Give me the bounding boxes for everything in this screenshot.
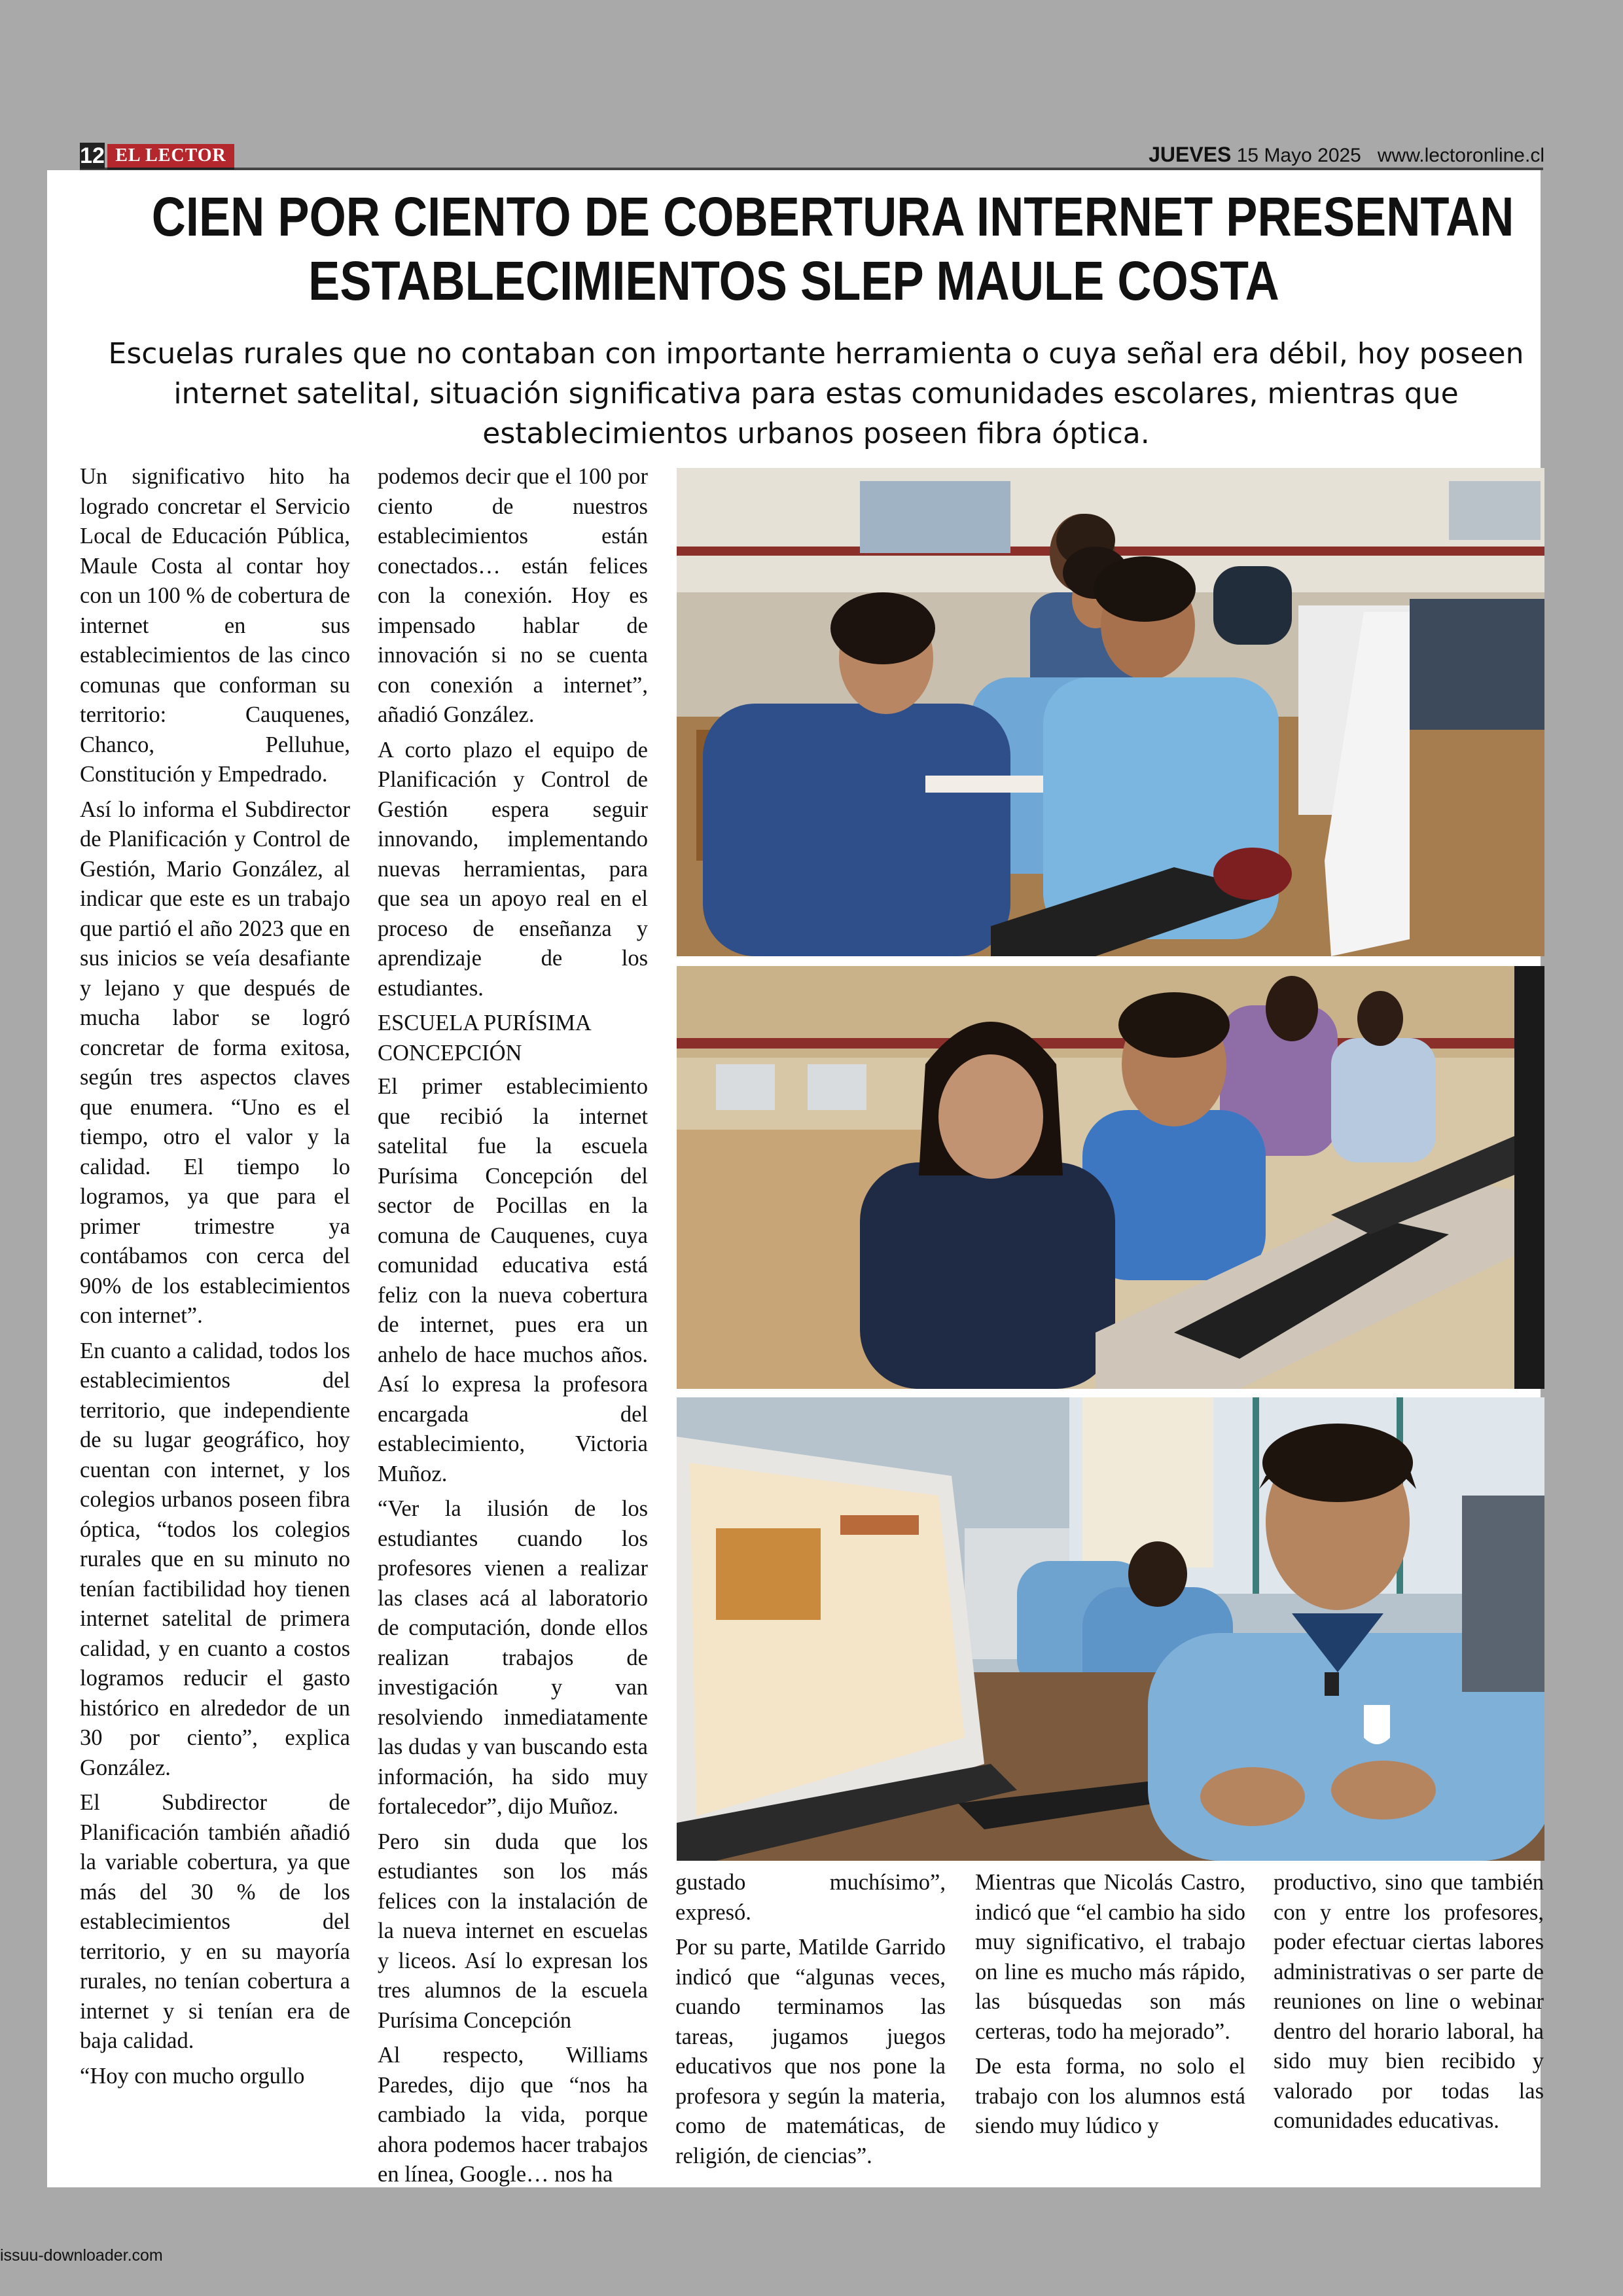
headline-line-2: ESTABLECIMIENTOS SLEP MAULE COSTA [308, 250, 1279, 312]
section-title: ESCUELA PURÍSIMA CONCEPCIÓN [378, 1011, 590, 1066]
weekday: JUEVES [1149, 143, 1232, 166]
article-column-3 [675, 1868, 946, 2176]
issue-date [1149, 141, 1544, 168]
article-column-2 [378, 462, 648, 2195]
photo-classroom-boys [677, 468, 1544, 956]
paragraph: Mientras que Nicolás Castro, indicó que “el cambio ha sido muy significativo, el trabajo on line es mucho más rápido, las búsquedas son más certeras, todo ha mejorado”. [975, 1870, 1245, 2044]
subheadline: Escuelas rurales que no contaban con importante herramienta o cuya señal era débil, hoy poseen internet satelital, situación significativa para estas comunidades escolares, mientras que establecimientos urbanos poseen fibra óptica. [108, 337, 1524, 450]
paragraph: “Ver la ilusión de los estudiantes cuando los profesores vienen a realizar las clases acá al laboratorio de computación, donde ellos realizan trabajos de investigación y van resolviendo inmediatamente las dudas y van buscando esta información, ha sido muy fortalecedor”, dijo Muñoz. [378, 1496, 648, 1819]
photo-student-interview [677, 1397, 1544, 1861]
website: www.lectoronline.cl [1377, 145, 1544, 166]
paragraph: Al respecto, Williams Paredes, dijo que “nos ha cambiado la vida, porque ahora podemos hacer trabajos en línea, Google… nos ha [378, 2043, 648, 2187]
page-number: 12 [80, 143, 105, 168]
watermark: issuu-downloader.com [0, 2246, 163, 2265]
paragraph: “Hoy con mucho orgullo [80, 2063, 305, 2089]
publication-logo: EL LECTOR [107, 144, 234, 170]
paragraph: Un significativo hito ha logrado concretar el Servicio Local de Educación Pública, Maule Costa al contar hoy con un 100 % de cobertura de internet en sus establecimientos de las cinco comunas que conforman su territorio: Cauquenes, Chanco, Pelluhue, Constitución y Empedrado. [80, 464, 350, 787]
headline-line-1: CIEN POR CIENTO DE COBERTURA INTERNET PRESENTAN [151, 186, 1514, 247]
article-column-4 [975, 1868, 1245, 2147]
paragraph: Así lo informa el Subdirector de Planificación y Control de Gestión, Mario González, al indicar que este es un trabajo que partió el año 2023 que en sus inicios se veía desafiante y lejano y que después de mucha labor se logró concretar de forma exitosa, según tres aspectos claves que enumera. “Uno es el tiempo, otro el valor y la calidad. El tiempo lo logramos, ya que para el primer trimestre ya contábamos con cerca del 90% de los establecimientos con internet”. [80, 797, 350, 1328]
paragraph: Por su parte, Matilde Garrido indicó que “algunas veces, cuando terminamos las tareas, jugamos juegos educativos que nos pone la profesora y según la materia, como de matemáticas, de religión, de ciencias”. [675, 1935, 946, 2168]
paragraph: El primer establecimiento que recibió la internet satelital fue la escuela Purísima Concepción del sector de Pocillas en la comuna de Cauquenes, cuya comunidad educativa está feliz con la nueva cobertura de internet, pues era un anhelo de hace muchos años. Así lo expresa la profesora encargada del establecimiento, Victoria Muñoz. [378, 1074, 648, 1486]
paragraph: Pero sin duda que los estudiantes son los más felices con la instalación de la nueva internet en escuelas y liceos. Así lo expresan los tres alumnos de la escuela Purísima Concepción [378, 1829, 648, 2033]
paragraph: podemos decir que el 100 por ciento de nuestros establecimientos están conectados… están felices con la conexión. Hoy es impensado hablar de innovación si no se cuenta con conexión a internet”, añadió González. [378, 464, 648, 727]
paragraph: De esta forma, no solo el trabajo con los alumnos está siendo muy lúdico y [975, 2054, 1245, 2138]
article-column-1 [80, 462, 350, 2096]
article-column-5 [1274, 1868, 1544, 2142]
paragraph: El Subdirector de Planificación también añadió la variable cobertura, ya que más del 30 % de los establecimientos del territorio, y en su mayoría rurales, no tenían cobertura a internet y si tenían era de baja calidad. [80, 1790, 350, 2053]
paragraph: productivo, sino que también con y entre los profesores, poder efectuar ciertas labores administrativas o ser parte de reuniones on line o webinar dentro del horario laboral, ha sido muy bien recibido y valorado por todas las comunidades educativas. [1274, 1870, 1544, 2133]
newspaper-page [47, 170, 1544, 2187]
headline [47, 185, 1541, 313]
date: 15 Mayo 2025 [1236, 145, 1361, 166]
paragraph: gustado muchísimo”, expresó. [675, 1870, 946, 1925]
paragraph: A corto plazo el equipo de Planificación y Control de Gestión espera seguir innovando, implementando nuevas herramientas, para que sea un apoyo real en el proceso de enseñanza y aprendizaje de los estudiantes. [378, 737, 648, 1001]
photo-classroom-children [677, 966, 1544, 1389]
paragraph: En cuanto a calidad, todos los establecimientos del territorio, que independiente de su lugar geográfico, hoy cuentan con internet, y los colegios urbanos poseen fibra óptica, “todos los colegios rurales que en su minuto no tenían factibilidad hoy tienen internet satelital de primera calidad, y en cuanto a costos logramos reducir el gasto histórico en alrededor de un 30 por ciento”, explica González. [80, 1338, 350, 1780]
